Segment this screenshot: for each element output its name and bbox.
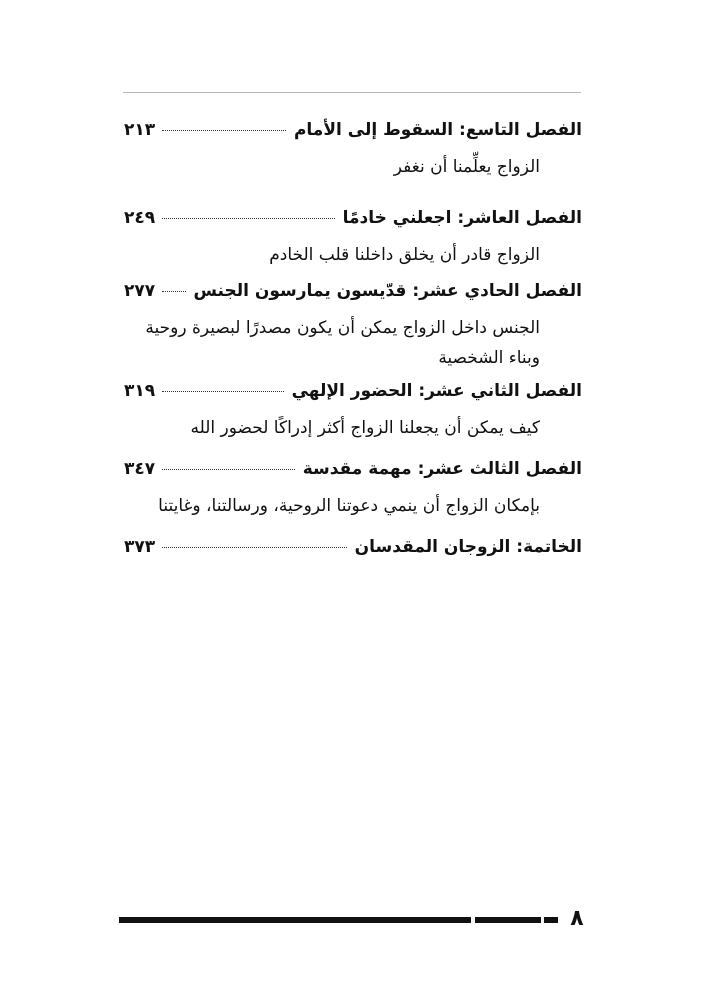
dot-leader [162,290,186,292]
dot-leader [162,546,347,548]
chapter-subtitle: كيف يمكن أن يجعلنا الزواج أكثر إدراكًا لحضور الله [190,418,540,438]
footer-rule-segment [475,917,541,923]
chapter-subtitle: الجنس داخل الزواج يمكن أن يكون مصدرًا لبصيرة روحية وبناء الشخصية [145,318,540,368]
toc-entry[interactable] [124,281,582,381]
chapter-title: الفصل التاسع: السقوط إلى الأمام [293,120,582,140]
dot-leader [162,217,335,219]
header-rule [123,92,581,93]
dot-leader [162,390,284,392]
toc-entry[interactable] [124,208,582,281]
page-number-ref: ٢٤٩ [124,208,156,228]
chapter-title: الفصل الثالث عشر: مهمة مقدسة [302,459,582,479]
page-number-ref: ٣١٩ [124,381,156,401]
toc-entry[interactable] [124,381,582,459]
page-number-ref: ٣٤٧ [124,459,156,479]
chapter-title: الخاتمة: الزوجان المقدسان [354,537,582,557]
toc-entry[interactable] [124,120,582,208]
page-number-ref: ٢٧٧ [124,281,156,301]
page-number-ref: ٢١٣ [124,120,156,140]
footer-rule-segment [119,917,471,923]
dot-leader [162,129,286,131]
page-number-ref: ٣٧٣ [124,537,156,557]
toc-entry[interactable] [124,537,582,577]
table-of-contents [124,120,582,577]
chapter-subtitle: الزواج يعلِّمنا أن نغفر [393,157,540,177]
chapter-title: الفصل الحادي عشر: قدّيسون يمارسون الجنس [193,281,582,301]
chapter-subtitle: بإمكان الزواج أن ينمي دعوتنا الروحية، ورسالتنا، وغايتنا [158,496,540,516]
chapter-title: الفصل العاشر: اجعلني خادمًا [342,208,582,228]
chapter-subtitle: الزواج قادر أن يخلق داخلنا قلب الخادم [269,245,540,265]
dot-leader [162,468,295,470]
page-number: ٨ [570,906,584,931]
footer-rule-segment [544,917,558,923]
chapter-title: الفصل الثاني عشر: الحضور الإلهي [291,381,582,401]
toc-entry[interactable] [124,459,582,537]
